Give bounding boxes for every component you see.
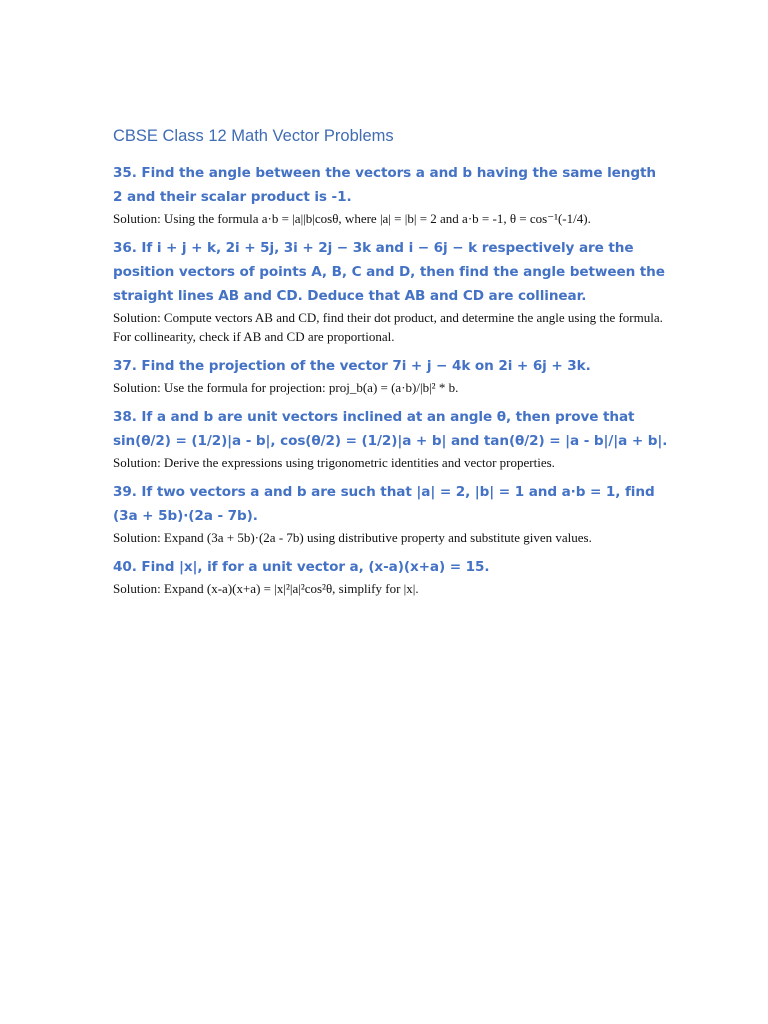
document-title: CBSE Class 12 Math Vector Problems (113, 127, 394, 145)
solution-text: Solution: Expand (x-a)(x+a) = |x|²|a|²cos²θ, simplify for |x|. (113, 581, 419, 596)
solution-text: Solution: Using the formula a·b = |a||b|cosθ, where |a| = |b| = 2 and a·b = -1, θ = cos⁻¹(-1/4). (113, 211, 591, 226)
solution-text: Solution: Expand (3a + 5b)·(2a - 7b) using distributive property and substitute given values. (113, 530, 592, 545)
solution-text: Solution: Derive the expressions using trigonometric identities and vector properties. (113, 455, 555, 470)
question-heading: 36. If i + j + k, 2i + 5j, 3i + 2j − 3k and i − 6j − k respectively are the position vectors of points A, B, C and D, then find the angle between the straight lines AB and CD. Deduce that AB and CD are collinear. (113, 240, 665, 304)
question-40 (113, 555, 668, 598)
question-heading: 39. If two vectors a and b are such that |a| = 2, |b| = 1 and a·b = 1, find (3a + 5b)·(2a - 7b). (113, 484, 655, 524)
question-37 (113, 354, 668, 397)
question-heading: 40. Find |x|, if for a unit vector a, (x-a)(x+a) = 15. (113, 559, 490, 575)
question-35 (113, 161, 668, 228)
question-heading: 35. Find the angle between the vectors a and b having the same length 2 and their scalar product is -1. (113, 165, 656, 205)
question-39 (113, 480, 668, 547)
question-36 (113, 236, 668, 346)
solution-text: Solution: Compute vectors AB and CD, find their dot product, and determine the angle using the formula. For collinearity, check if AB and CD are proportional. (113, 310, 663, 344)
solution-text: Solution: Use the formula for projection: proj_b(a) = (a·b)/|b|² * b. (113, 380, 459, 395)
question-heading: 38. If a and b are unit vectors inclined at an angle θ, then prove that sin(θ/2) = (1/2)|a - b|, cos(θ/2) = (1/2)|a + b| and tan(θ/2) = |a - b|/|a + b|. (113, 409, 668, 449)
question-38 (113, 405, 668, 472)
question-heading: 37. Find the projection of the vector 7i + j − 4k on 2i + 6j + 3k. (113, 358, 591, 374)
